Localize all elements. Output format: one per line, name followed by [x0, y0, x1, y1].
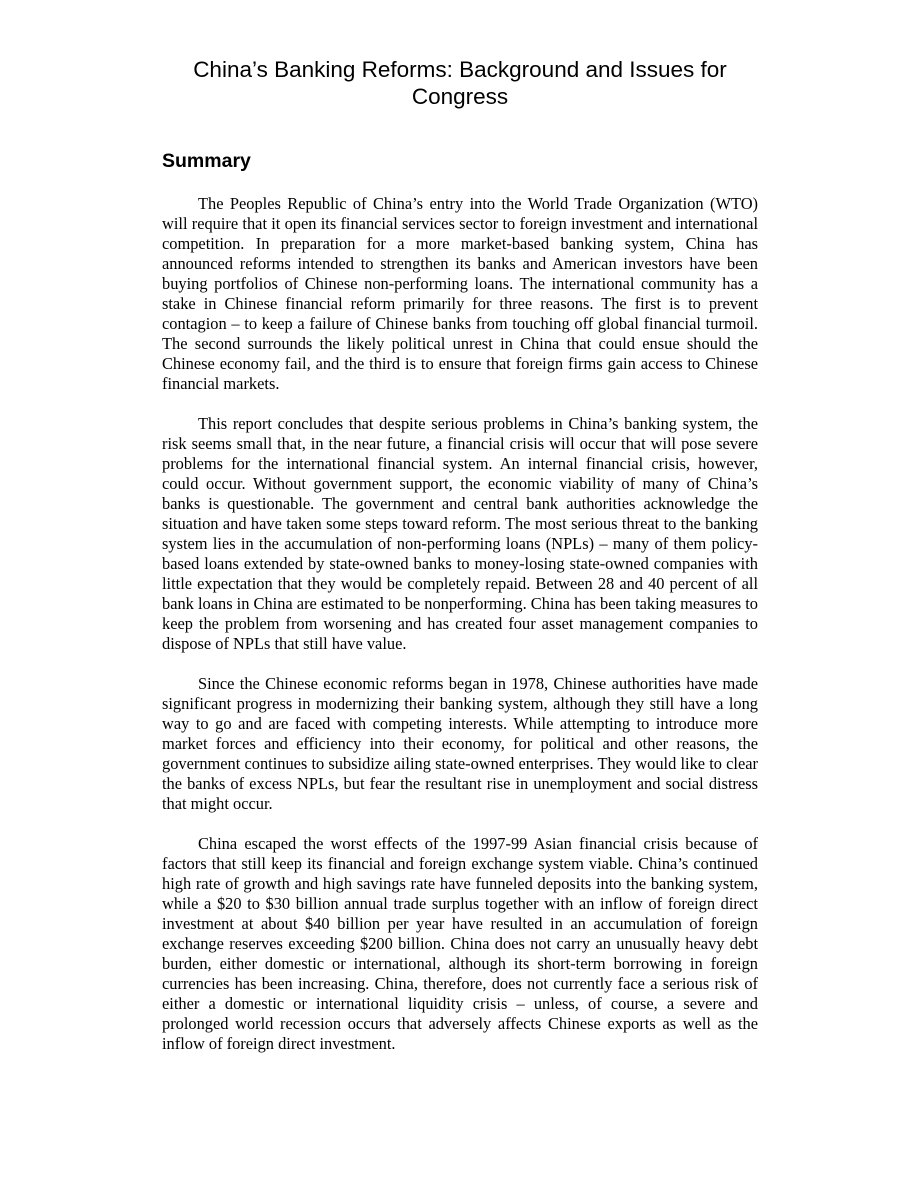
- summary-paragraph-1: The Peoples Republic of China’s entry into the World Trade Organization (WTO) will require that it open its financial services sector to foreign investment and international competition. In preparation for a more market-based banking system, China has announced reforms intended to strengthen its banks and American investors have been buying portfolios of Chinese non-performing loans. The international community has a stake in Chinese financial reform primarily for three reasons. The first is to prevent contagion – to keep a failure of Chinese banks from touching off global financial turmoil. The second surrounds the likely political unrest in China that could ensue should the Chinese economy fail, and the third is to ensure that foreign firms gain access to Chinese financial markets.: [162, 194, 758, 393]
- summary-heading: Summary: [162, 150, 251, 172]
- summary-paragraph-2: This report concludes that despite serious problems in China’s banking system, the risk seems small that, in the near future, a financial crisis will occur that will pose severe problems for the international financial system. An internal financial crisis, however, could occur. Without government support, the economic viability of many of China’s banks is questionable. The government and central bank authorities acknowledge the situation and have taken some steps toward reform. The most serious threat to the banking system lies in the accumulation of non-performing loans (NPLs) – many of them policy-based loans extended by state-owned banks to money-losing state-owned companies with little expectation that they would be completely repaid. Between 28 and 40 percent of all bank loans in China are estimated to be nonperforming. China has been taking measures to keep the problem from worsening and has created four asset management companies to dispose of NPLs that still have value.: [162, 414, 758, 653]
- summary-paragraph-4: China escaped the worst effects of the 1997-99 Asian financial crisis because of factors that still keep its financial and foreign exchange system viable. China’s continued high rate of growth and high savings rate have funneled deposits into the banking system, while a $20 to $30 billion annual trade surplus together with an inflow of foreign direct investment at about $40 billion per year have resulted in an accumulation of foreign exchange reserves exceeding $200 billion. China does not carry an unusually heavy debt burden, either domestic or international, although its short-term borrowing in foreign currencies has been increasing. China, therefore, does not currently face a serious risk of either a domestic or international liquidity crisis – unless, of course, a severe and prolonged world recession occurs that adversely affects Chinese exports as well as the inflow of foreign direct investment.: [162, 834, 758, 1053]
- document-title: China’s Banking Reforms: Background and Issues for Congress: [193, 57, 727, 109]
- document-page: [162, 56, 758, 1074]
- summary-body: [162, 194, 758, 1054]
- summary-paragraph-3: Since the Chinese economic reforms began in 1978, Chinese authorities have made significant progress in modernizing their banking system, although they still have a long way to go and are faced with competing interests. While attempting to introduce more market forces and efficiency into their economy, for political and other reasons, the government continues to subsidize ailing state-owned enterprises. They would like to clear the banks of excess NPLs, but fear the resultant rise in unemployment and social distress that might occur.: [162, 674, 758, 813]
